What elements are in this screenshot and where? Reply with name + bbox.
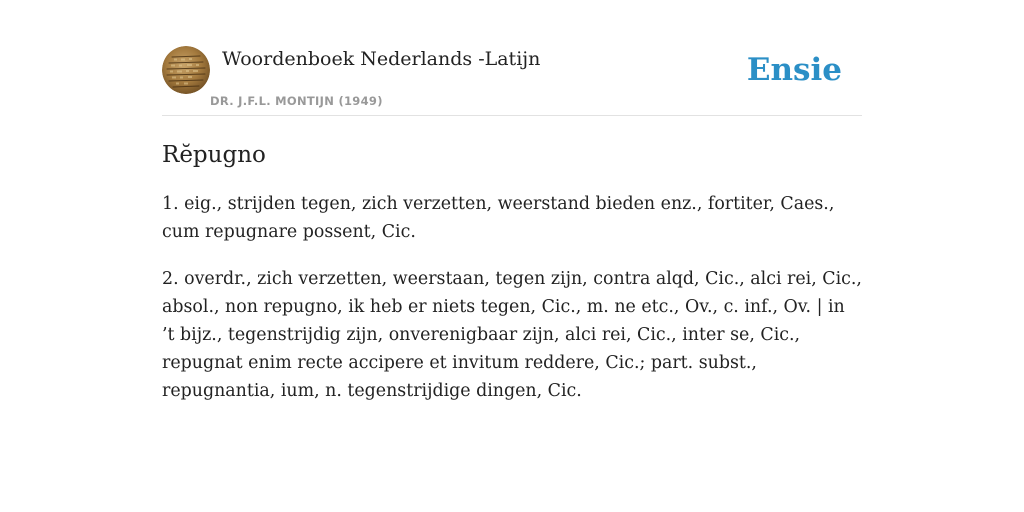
definition-paragraph-1: 1. eig., strijden tegen, zich verzetten, weerstand bieden enz., fortiter, Caes., cum repugnare possent, Cic.: [162, 194, 835, 242]
definition-paragraph-2: 2. overdr., zich verzetten, weerstaan, tegen zijn, contra alqd, Cic., alci rei, Cic., absol., non repugno, ik heb er niets tegen, Cic., m. ne etc., Ov., c. inf., Ov. | in ’t bijz., tegenstrijdig zijn, onverenigbaar zijn, alci rei, Cic., inter se, Cic., repugnat enim recte accipere et invitum reddere, Cic.; part. subst., repugnantia, ium, n. tegenstrijdige dingen, Cic.: [162, 269, 862, 401]
bronze-inscription-seal-icon[interactable]: [162, 46, 210, 94]
dictionary-author: DR. J.F.L. MONTIJN (1949): [210, 94, 383, 108]
entry-card: [162, 46, 862, 405]
entry-definition: [162, 190, 862, 405]
ensie-logo-link[interactable]: Ensie: [746, 52, 842, 88]
dictionary-header: [162, 46, 862, 116]
dictionary-title[interactable]: Woordenboek Nederlands -Latijn: [222, 48, 541, 70]
entry-headword: Rĕpugno: [162, 142, 266, 168]
